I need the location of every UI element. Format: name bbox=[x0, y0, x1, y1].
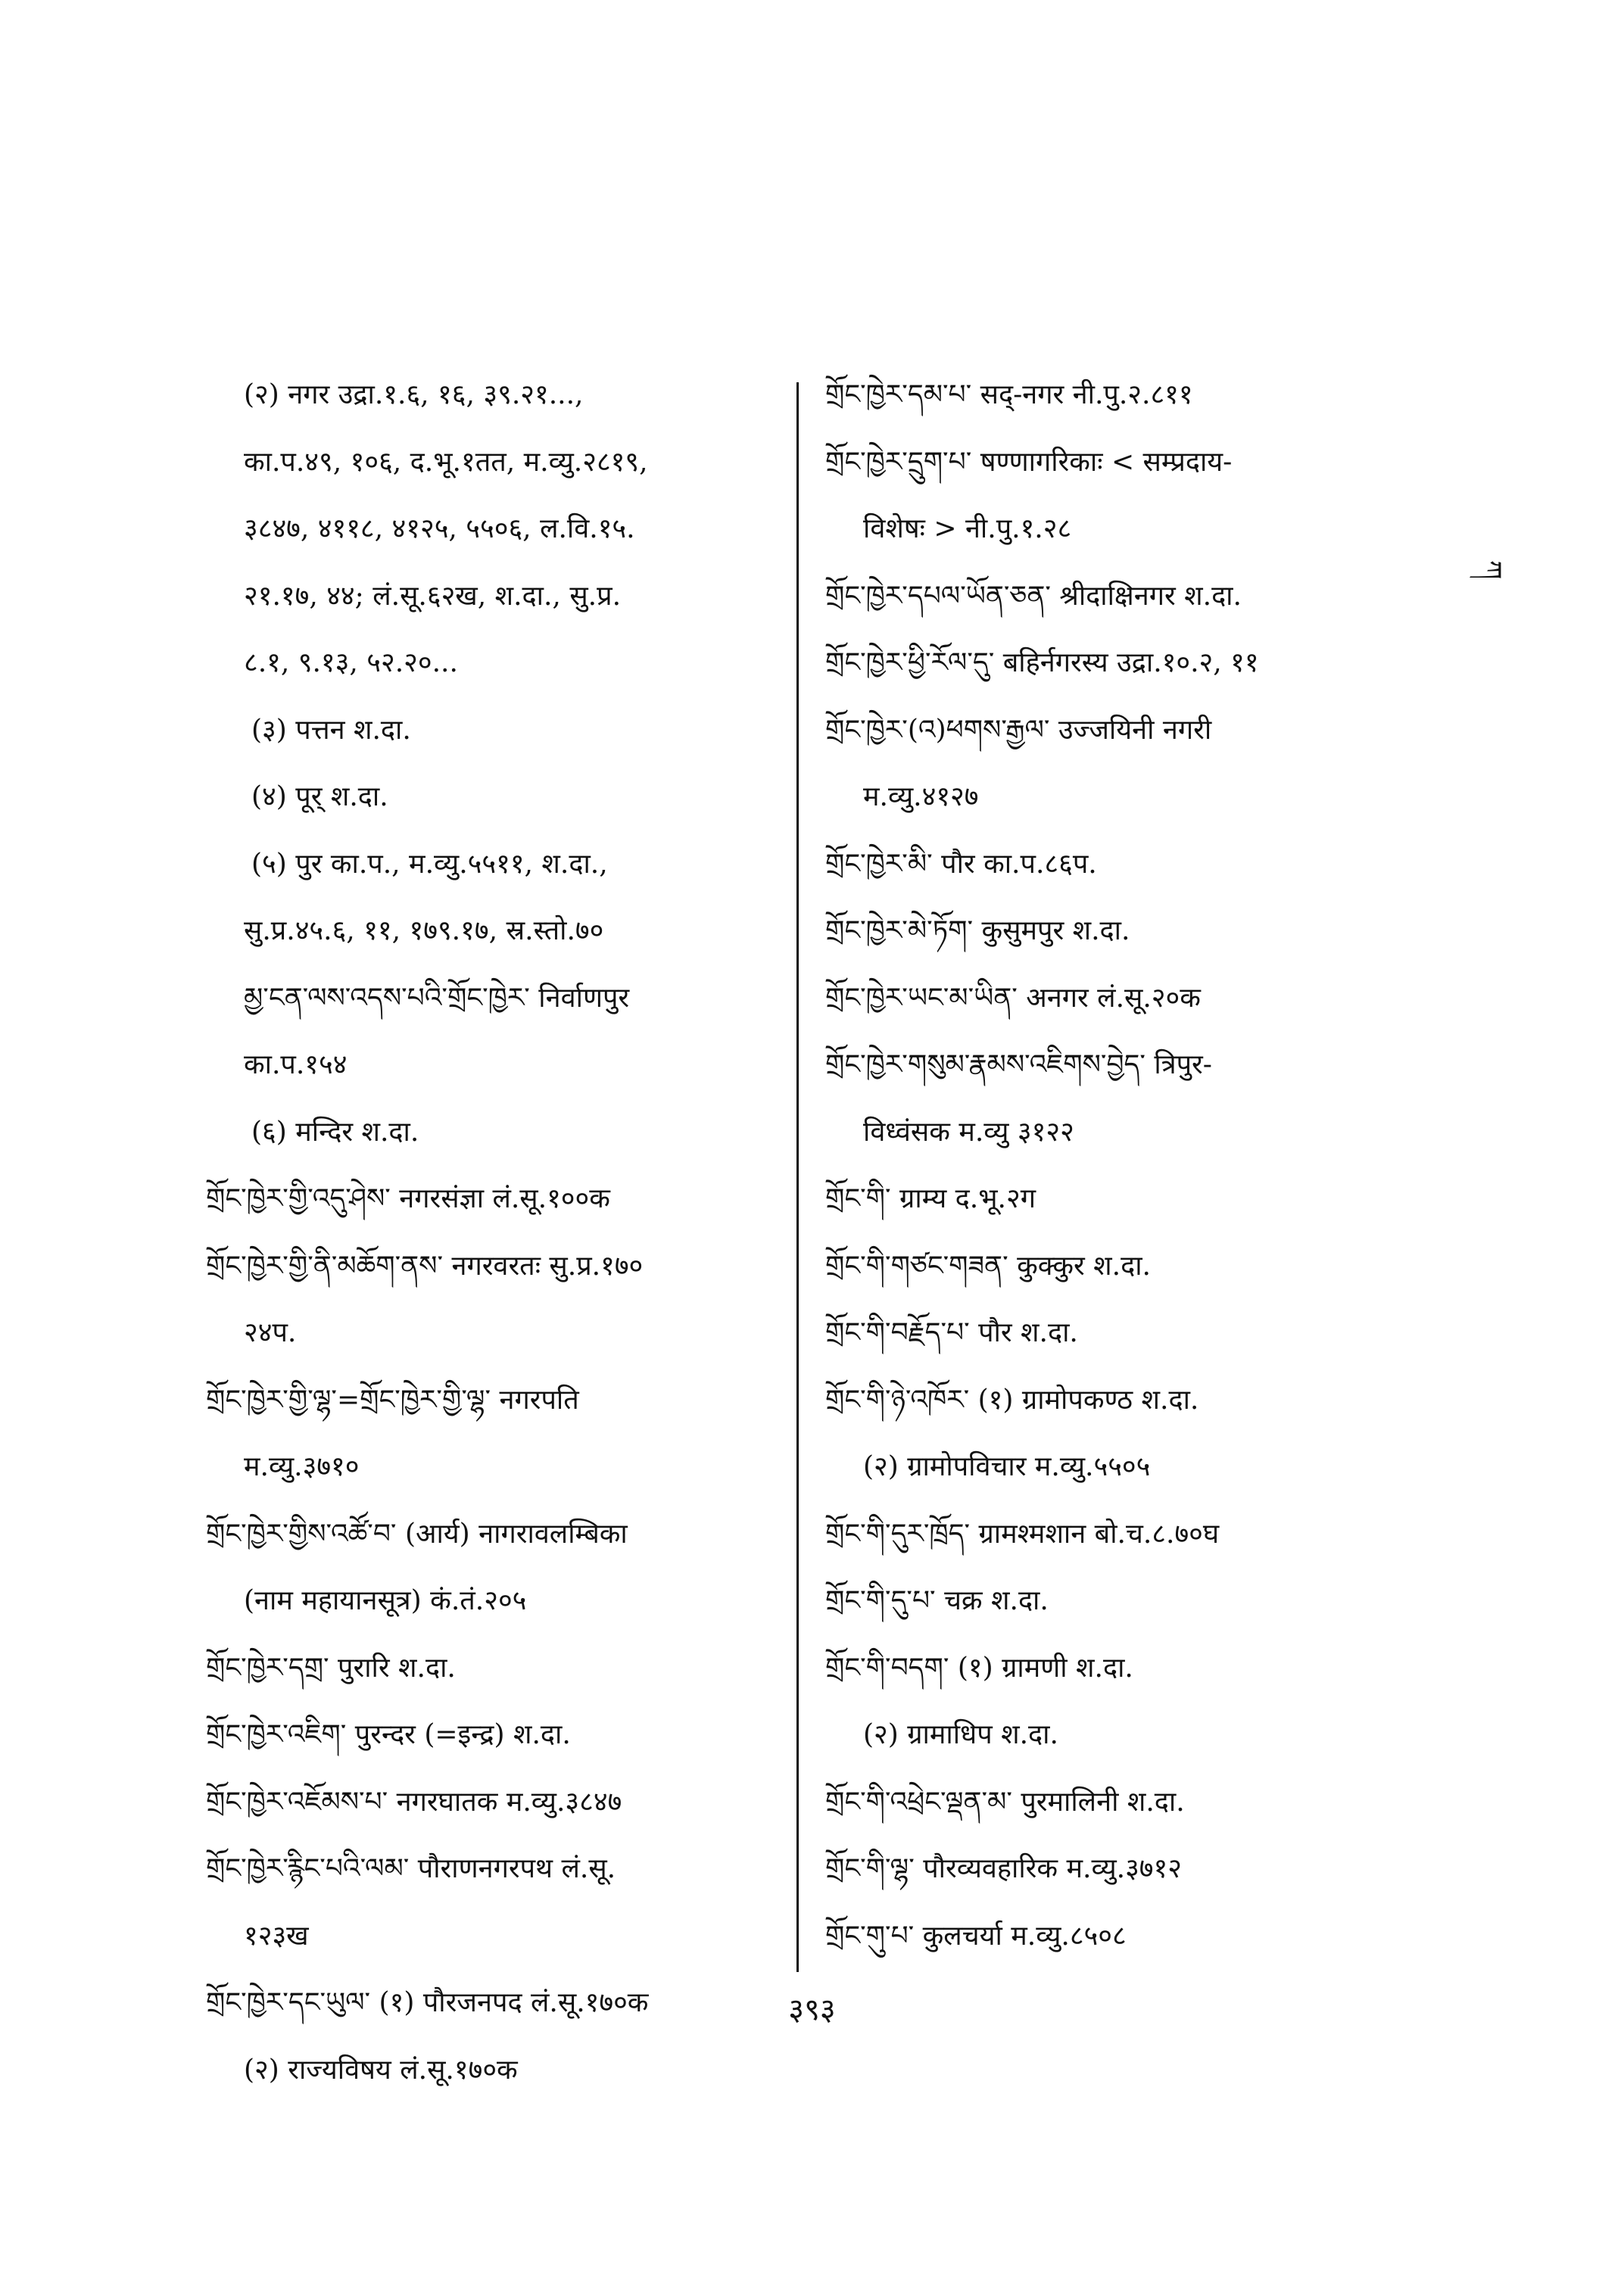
dictionary-line: (३) पत्तन श.दा. bbox=[251, 714, 411, 746]
dictionary-line: म.व्यु.३७१० bbox=[244, 1451, 360, 1482]
dictionary-line: གྲོང་གི་བདག་ (१) ग्रामणी श.दा. bbox=[825, 1652, 1133, 1684]
dictionary-line: २४प. bbox=[244, 1317, 297, 1348]
dictionary-line: གྲོང་ཁྱེར་མི་ पौर का.प.८६प. bbox=[825, 848, 1097, 880]
dictionary-line: གྲོང་ཁྱེར་དགྲ་ पुरारि श.दा. bbox=[206, 1652, 456, 1684]
dictionary-line: གྲོང་ཁྱེར་དཔལ་ཡོན་ཅན་ श्रीदाक्षिनगर श.दा. bbox=[825, 580, 1242, 612]
dictionary-line: (६) मन्दिर श.दा. bbox=[251, 1116, 419, 1148]
dictionary-line: (२) ग्रामोपविचार म.व्यु.५५०५ bbox=[863, 1451, 1151, 1482]
dictionary-line: གྲོང་ཁྱེར་གྱི་འདུ་ཤེས་ नगरसंज्ञा लं.सू.१००क bbox=[206, 1183, 610, 1214]
dictionary-line: का.प.४९, १०६, द.भू.१तत, म.व्यु.२८१९, bbox=[244, 446, 648, 478]
dictionary-line: གྲོང་ཁྱེར་གྱིས་འཚོ་བ་ (आर्य) नागरावलम्बिका bbox=[206, 1518, 628, 1550]
dictionary-line: (५) पुर का.प., म.व्यु.५५११, श.दा., bbox=[251, 848, 608, 880]
dictionary-line: (२) नगर उद्रा.१.६, १६, ३९.२१..., bbox=[244, 379, 584, 410]
dictionary-line: གྲོང་ཁྱེར་དམ་པ་ सद्-नगर नी.पु.२.८११ bbox=[825, 379, 1193, 410]
dictionary-line: གྲོང་ཁྱེར་གསུམ་རྣམས་འཇིགས་བྱེད་ त्रिपुर- bbox=[825, 1049, 1212, 1080]
dictionary-line: གྲོང་ཁྱེར་དང་ཡུལ་ (१) पौरजनपद लं.सू.१७०क bbox=[206, 1987, 649, 2018]
dictionary-line: २१.१७, ४४; लं.सू.६२ख, श.दा., सु.प्र. bbox=[244, 580, 622, 612]
dictionary-line: གྲོང་གི་འཕྲེང་ལྡན་མ་ पुरमालिनी श.दा. bbox=[825, 1786, 1185, 1818]
dictionary-line: གྲོང་གི་གཙང་གཟན་ कुक्कुर श.दा. bbox=[825, 1250, 1151, 1282]
dictionary-line: का.प.१५४ bbox=[244, 1049, 348, 1080]
dictionary-line: གྲོང་ཁྱེར་རྙིང་པའི་ལམ་ पौराणनगरपथ लं.सू. bbox=[206, 1853, 616, 1884]
dictionary-line: གྲོང་གི་དུར་ཁྲོད་ ग्रामश्मशान बो.च.८.७०घ bbox=[825, 1518, 1220, 1550]
dictionary-line: གྲོང་ཁྱེར་འཇིག་ पुरन्दर (=इन्द्र) श.दा. bbox=[206, 1719, 571, 1750]
dictionary-line: གྲོང་ཁྱེར་གྱི་ལྷ་=གྲོང་ཁྱེར་གྱི་ལྷ་ नगरपति bbox=[206, 1384, 579, 1416]
dictionary-line: १२३ख bbox=[244, 1920, 309, 1952]
margin-mark: ཀ bbox=[1476, 560, 1507, 580]
dictionary-line: (२) ग्रामाधिप श.दा. bbox=[863, 1719, 1058, 1750]
dictionary-line: གྲོང་ཁྱེར་དྲུག་པ་ षण्णागरिकाः < सम्प्रदाय- bbox=[825, 446, 1233, 478]
dictionary-line: सु.प्र.४५.६, ११, १७९.१७, स्र.स्तो.७० bbox=[244, 915, 604, 946]
dictionary-line: གྲོང་ཁྱེར་མེ་ཏོག་ कुसुमपुर श.दा. bbox=[825, 915, 1130, 946]
dictionary-line: म.व्यु.४१२७ bbox=[863, 781, 979, 812]
dictionary-line: (४) पूर् श.दा. bbox=[251, 781, 388, 812]
dictionary-line: ३८४७, ४११८, ४१२५, ५५०६, ल.वि.१५. bbox=[244, 513, 635, 544]
dictionary-line: གྲོང་ཁྱེར་འཇོམས་པ་ नगरघातक म.व्यु.३८४७ bbox=[206, 1786, 622, 1818]
page-number: ३९३ bbox=[788, 1992, 836, 2027]
dictionary-line: གྲོང་ཁྱེར་ཡང་མ་ཡིན་ अनगर लं.सू.२०क bbox=[825, 982, 1201, 1014]
right-column bbox=[825, 362, 1419, 1970]
column-divider bbox=[796, 382, 799, 1972]
dictionary-line: ८.१, ९.१३, ५२.२०... bbox=[244, 647, 458, 678]
dictionary-line: (नाम महायानसूत्र) कं.तं.२०५ bbox=[244, 1585, 527, 1616]
dictionary-line: གྲོང་གི་ ग्राम्य द.भू.२ग bbox=[825, 1183, 1036, 1214]
left-column bbox=[206, 362, 778, 2104]
dictionary-line: གྲོང་གི་ལྷ་ पौरव्यवहारिक म.व्यु.३७१२ bbox=[825, 1853, 1182, 1884]
dictionary-line: གྲོང་ཁྱེར་གྱི་ནི་མཆོག་ནས་ नगरवरतः सु.प्र.१७० bbox=[206, 1250, 644, 1282]
dictionary-line: གྲོང་གུ་པ་ कुलचर्या म.व्यु.८५०८ bbox=[825, 1920, 1127, 1952]
dictionary-line: གྲོང་ཁྱེར་(འ)ཕགས་རྒྱལ་ उज्जयिनी नगरी bbox=[825, 714, 1212, 746]
dictionary-line: གྲོང་གི་ཉེ་འཁོར་ (१) ग्रामोपकण्ठ श.दा. bbox=[825, 1384, 1199, 1416]
dictionary-line: विशेषः > नी.पु.१.२८ bbox=[863, 513, 1072, 544]
dictionary-line: विध्वंसक म.व्यु ३१२२ bbox=[863, 1116, 1074, 1148]
dictionary-line: (२) राज्यविषय लं.सू.१७०क bbox=[244, 2054, 518, 2086]
dictionary-line: མྱ་ངན་ལས་འདས་པའི་གྲོང་ཁྱེར་ निर्वाणपुर bbox=[244, 982, 630, 1014]
dictionary-line: གྲོང་གི་བརྗོད་པ་ पौर श.दा. bbox=[825, 1317, 1078, 1348]
dictionary-line: གྲོང་གི་དུ་པ་ चक्र श.दा. bbox=[825, 1585, 1049, 1616]
dictionary-line: གྲོང་ཁྱེར་ཕྱི་རོལ་དུ་ बहिर्नगरस्य उद्रा.१०.२, ११ bbox=[825, 647, 1259, 678]
